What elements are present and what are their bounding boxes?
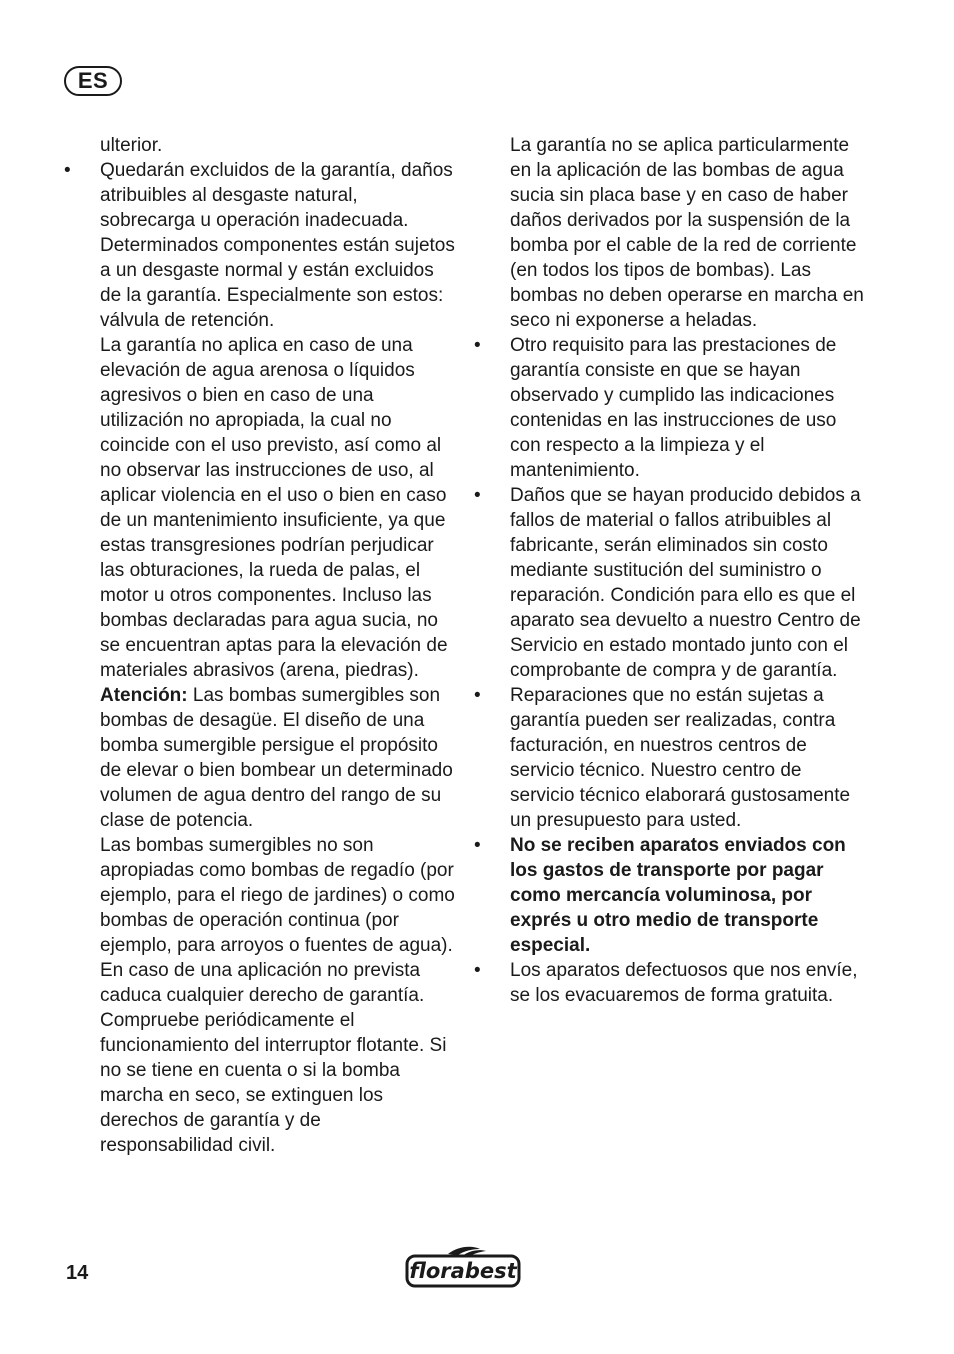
florabest-logo <box>404 1244 522 1290</box>
bullet-icon: • <box>474 485 481 506</box>
bullet-icon: • <box>474 835 481 856</box>
page-number: 14 <box>66 1262 89 1284</box>
language-badge: ES <box>64 66 122 96</box>
paragraph: Las bombas sumergibles no son apropiadas como bombas de regadío (por ejemplo, para el riego de jardines) o como bombas de operación continua (por ejemplo, para arroyos o fuentes de agua). En caso de una aplicación no prevista caduca cualquier derecho de garantía. <box>100 835 455 1006</box>
list-item <box>470 833 870 958</box>
paragraph: La garantía no se aplica particularmente en la aplicación de las bombas de agua sucia sin placa base y en caso de haber daños derivados por la suspensión de la bomba por el cable de la red de corriente (en todos los tipos de bombas). Las bombas no deben operarse en marcha en seco ni exponerse a heladas. <box>510 135 864 331</box>
left-column <box>60 133 455 1158</box>
attention-paragraph <box>60 683 455 833</box>
list-item-text: Daños que se hayan producido debidos a fallos de material o fallos atribuibles al fabricante, serán eliminados sin costo mediante sustitución del suministro o reparación. Condición para ello es que el aparato sea devuelto a nuestro Centro de Servicio en estado montado junto con el comprobante de compra y de garantía. <box>510 485 861 681</box>
list-item <box>60 158 455 333</box>
bullet-icon: • <box>64 160 71 181</box>
list-item-text: Quedarán excluidos de la garantía, daños atribuibles al desgaste natural, sobrecarga u operación inadecuada. Determinados componentes están sujetos a un desgaste normal y están excluidos de la garantía. Especialmente son estos: válvula de retención. <box>100 160 455 331</box>
list-item <box>470 683 870 833</box>
bullet-icon: • <box>474 335 481 356</box>
list-item-text: Reparaciones que no están sujetas a garantía pueden ser realizadas, contra facturación, en nuestros centros de servicio técnico. Nuestro centro de servicio técnico elaborará gustosamente un presupuesto para usted. <box>510 685 851 831</box>
right-column <box>470 133 870 1008</box>
paragraph: La garantía no aplica en caso de una elevación de agua arenosa o líquidos agresivos o bien en caso de una utilización no apropiada, la cual no coincide con el uso previsto, así como al no observar las instrucciones de uso, al aplicar violencia en el uso o bien en caso de un mantenimiento insuficiente, ya que estas transgresiones podrían perjudicar las obturaciones, la rueda de palas, el motor u otros componentes. Incluso las bombas declaradas para agua sucia, no se encuentran aptas para la elevación de materiales abrasivos (arena, piedras). <box>100 335 448 681</box>
list-item-text: No se reciben aparatos enviados con los gastos de transporte por pagar como mercancía voluminosa, por exprés u otro medio de transporte especial. <box>510 835 846 956</box>
attention-text: Las bombas sumergibles son bombas de desagüe. El diseño de una bomba sumergible persigue el propósito de elevar o bien bombear un determinado volumen de agua dentro del rango de su clase de potencia. <box>100 685 453 831</box>
list-item <box>470 958 870 1008</box>
list-item-text: Los aparatos defectuosos que nos envíe, se los evacuaremos de forma gratuita. <box>510 960 858 1006</box>
paragraph: Compruebe periódicamente el funcionamiento del interruptor flotante. Si no se tiene en cuenta o si la bomba marcha en seco, se extinguen los derechos de garantía y de responsabilidad civil. <box>100 1010 447 1156</box>
bullet-icon: • <box>474 960 481 981</box>
svg-text:florabest: florabest <box>409 1259 517 1283</box>
list-item <box>470 483 870 683</box>
bullet-icon: • <box>474 685 481 706</box>
attention-label: Atención: <box>100 685 188 706</box>
list-item-text: Otro requisito para las prestaciones de garantía consiste en que se hayan observado y cumplido las indicaciones contenidas en las instrucciones de uso con respecto a la limpieza y el mantenimiento. <box>510 335 837 481</box>
paragraph: ulterior. <box>100 135 163 156</box>
list-item <box>470 333 870 483</box>
